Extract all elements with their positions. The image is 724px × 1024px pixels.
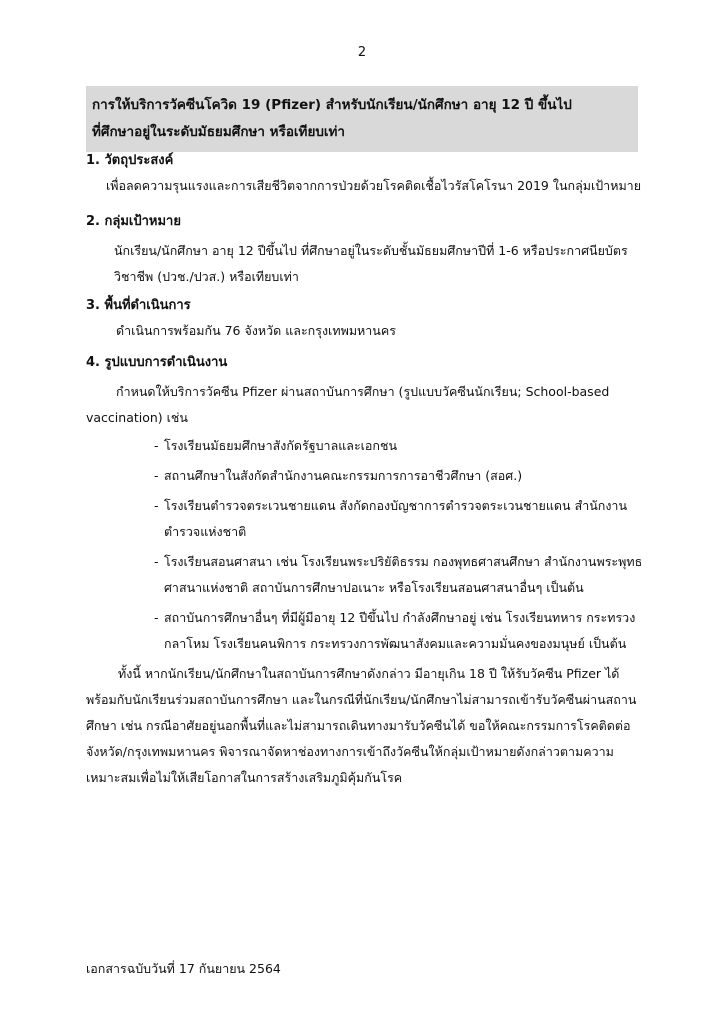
section-body-line-2: วิชาชีพ (ปวช./ปวส.) หรือเทียบเท่า — [114, 268, 299, 284]
page-number: 2 — [357, 45, 367, 60]
list-item: - โรงเรียนมัธยมศึกษาสังกัดรัฐบาลและเอกชน — [154, 437, 398, 453]
section-area — [86, 297, 646, 340]
title-line-2: ที่ศึกษาอยู่ในระดับมัธยมศึกษา หรือเทียบเท่า — [92, 124, 346, 140]
list-item: - สถาบันการศึกษาอื่นๆ ที่มีผู้มีอายุ 12 ปีขึ้นไป กำลังศึกษาอยู่ เช่น โรงเรียนทหาร กระทรวงกลาโหม โรงเรียนคนพิการ กระทรวงการพัฒนาสังคมและความมั่นคงของมนุษย์ เป็นต้น — [154, 609, 636, 651]
section-operation-model — [86, 354, 646, 791]
section-heading: 4. รูปแบบการดำเนินงาน — [86, 355, 228, 370]
title-line-1: การให้บริการวัคซีนโควิด 19 (Pfizer) สำหรับนักเรียน/นักศึกษา อายุ 12 ปี ขึ้นไป — [92, 97, 572, 113]
list-item: - สถานศึกษาในสังกัดสำนักงานคณะกรรมการการอาชีวศึกษา (สอศ.) — [154, 467, 523, 483]
section-body-line-1: นักเรียน/นักศึกษา อายุ 12 ปีขึ้นไป ที่ศึกษาอยู่ในระดับชั้นมัธยมศึกษาปีที่ 1-6 หรือประกาศนียบัตร — [114, 242, 628, 258]
section-intro-line-1: กำหนดให้บริการวัคซีน Pfizer ผ่านสถาบันการศึกษา (รูปแบบวัคซีนนักเรียน; School-based — [116, 383, 610, 399]
section-body: เพื่อลดความรุนแรงและการเสียชีวิตจากการป่วยด้วยโรคติดเชื้อไวรัสโคโรนา 2019 ในกลุ่มเป้าหมาย — [106, 177, 642, 193]
section-heading: 1. วัตถุประสงค์ — [86, 153, 174, 168]
section-body: ดำเนินการพร้อมกัน 76 จังหวัด และกรุงเทพมหานคร — [116, 322, 396, 338]
list-item: - โรงเรียนสอนศาสนา เช่น โรงเรียนพระปริยัติธรรม กองพุทธศาสนศึกษา สำนักงานพระพุทธศาสนาแห่งชาติ สถาบันการศึกษาปอเนาะ หรือโรงเรียนสอนศาสนาอื่นๆ เป็นต้น — [154, 553, 643, 595]
section-heading: 3. พื้นที่ดำเนินการ — [86, 298, 191, 313]
section-heading: 2. กลุ่มเป้าหมาย — [86, 214, 181, 229]
institution-list — [86, 433, 646, 657]
section-intro-line-2: vaccination) เช่น — [86, 409, 188, 425]
section-target-group — [86, 213, 646, 290]
list-item: - โรงเรียนตำรวจตระเวนชายแดน สังกัดกองบัญชาการตำรวจตระเวนชายแดน สำนักงานตำรวจแห่งชาติ — [154, 497, 627, 539]
document-date-footer: เอกสารฉบับวันที่ 17 กันยายน 2564 — [86, 961, 281, 976]
document-title — [86, 86, 638, 152]
closing-paragraph: ทั้งนี้ หากนักเรียน/นักศึกษาในสถาบันการศึกษาดังกล่าว มีอายุเกิน 18 ปี ให้รับวัคซีน Pfizer ได้พร้อมกับนักเรียนร่วมสถาบันการศึกษา และในกรณีที่นักเรียน/นักศึกษาไม่สามารถเข้ารับวัคซีนผ่านสถานศึกษา เช่น กรณีอาศัยอยู่นอกพื้นที่และไม่สามารถเดินทางมารับวัคซีนได้ ขอให้คณะกรรมการโรคติดต่อจังหวัด/กรุงเทพมหานคร พิจารณาจัดหาช่องทางการเข้าถึงวัคซีนให้กลุ่มเป้าหมายดังกล่าวตามความเหมาะสมเพื่อไม่ให้เสียโอกาสในการสร้างเสริมภูมิคุ้มกันโรค — [86, 665, 637, 785]
section-objective — [86, 152, 646, 195]
